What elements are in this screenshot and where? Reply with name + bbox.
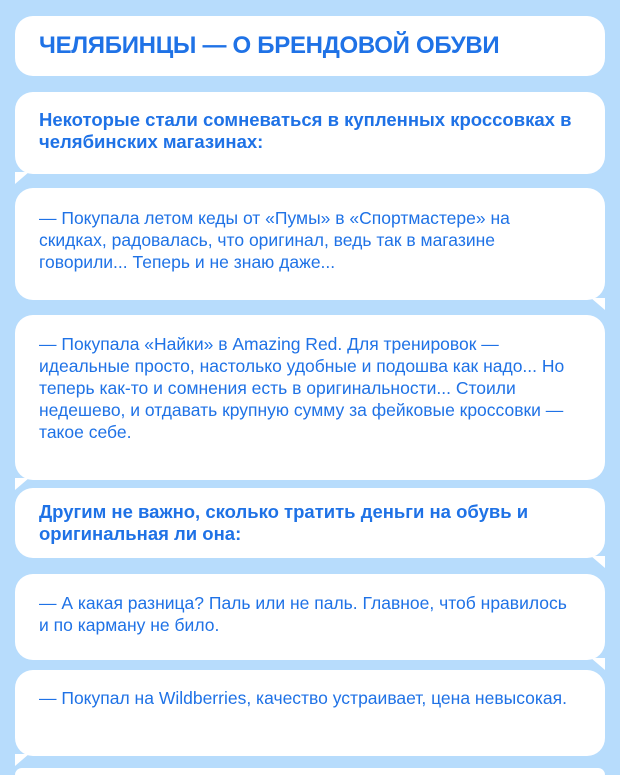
quote-card	[15, 315, 605, 480]
quote-card	[15, 670, 605, 756]
question-card	[15, 92, 605, 174]
bubble-tail	[591, 298, 605, 310]
next-card-edge	[15, 768, 605, 775]
page-title: ЧЕЛЯБИНЦЫ — О БРЕНДОВОЙ ОБУВИ	[39, 32, 500, 59]
bubble-tail	[15, 754, 29, 766]
quote-text: — А какая разница? Паль или не паль. Главное, чтоб нравилось и по карману не било.	[39, 593, 567, 635]
quote-text: — Покупала летом кеды от «Пумы» в «Спортмастере» на скидках, радовалась, что оригинал, ведь так в магазине говорили... Теперь и не знаю даже...	[39, 208, 510, 272]
question-text: Некоторые стали сомневаться в купленных кроссовках в челябинских магазинах:	[39, 109, 572, 152]
question-text: Другим не важно, сколько тратить деньги на обувь и оригинальная ли она:	[39, 501, 529, 544]
bubble-tail	[591, 658, 605, 670]
bubble-tail	[15, 172, 29, 184]
quote-text: — Покупал на Wildberries, качество устраивает, цена невысокая.	[39, 688, 567, 708]
question-card	[15, 488, 605, 558]
bubble-tail	[591, 556, 605, 568]
title-card	[15, 16, 605, 76]
quote-text: — Покупала «Найки» в Amazing Red. Для тренировок — идеальные просто, настолько удобные и подошва как надо... Но теперь как-то и сомнения есть в оригинальности... Стоили недешево, и отдавать крупную сумму за фейковые кроссовки — такое себе.	[39, 334, 565, 442]
quote-card	[15, 188, 605, 300]
quote-card	[15, 574, 605, 660]
